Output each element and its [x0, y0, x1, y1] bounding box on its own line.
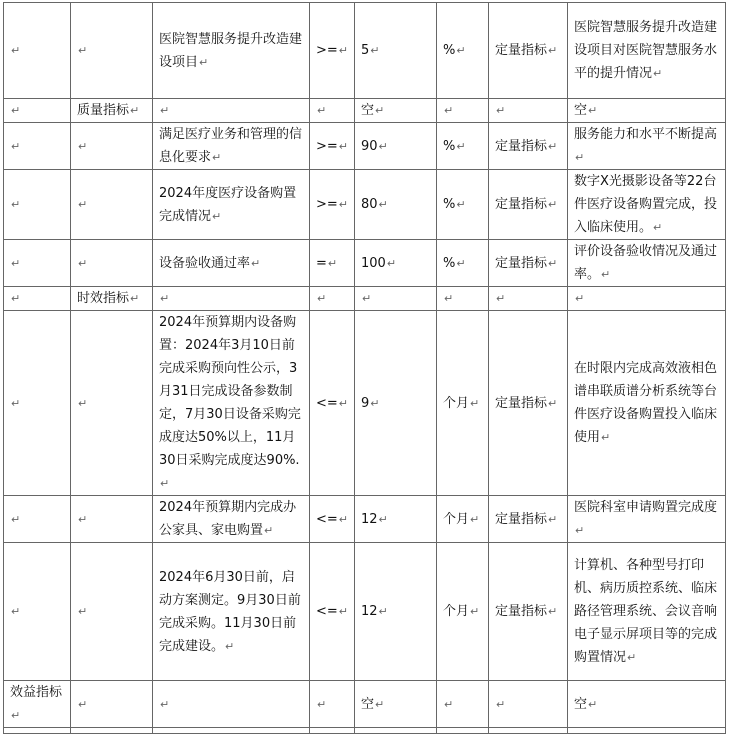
cell-text: 服务能力和水平不断提高	[574, 127, 718, 142]
cell-text: 空	[361, 103, 375, 118]
table-row	[4, 287, 726, 311]
paragraph-mark-icon: ↵	[470, 396, 480, 410]
cell-text: 12	[361, 604, 378, 619]
description-cell	[568, 3, 726, 99]
level2-cell	[71, 496, 153, 543]
cell-text: =	[316, 255, 327, 271]
paragraph-mark-icon: ↵	[11, 709, 21, 722]
paragraph-mark-icon: ↵	[11, 256, 21, 270]
paragraph-mark-icon: ↵	[456, 44, 466, 57]
paragraph-mark-icon: ↵	[362, 292, 372, 305]
paragraph-mark-icon: ↵	[444, 697, 454, 711]
cell-text: 100	[361, 255, 386, 271]
indicator-name-cell	[153, 728, 310, 734]
paragraph-mark-icon: ↵	[11, 104, 21, 117]
table-row	[4, 311, 726, 496]
indicator-type-cell	[489, 311, 568, 496]
target-value-cell	[355, 240, 437, 287]
paragraph-mark-icon: ↵	[338, 605, 349, 618]
indicator-type-cell	[489, 496, 568, 543]
cell-text: %	[443, 255, 456, 271]
unit-cell	[437, 543, 489, 681]
description-cell	[568, 123, 726, 170]
paragraph-mark-icon: ↵	[548, 605, 558, 618]
paragraph-mark-icon: ↵	[548, 256, 558, 270]
paragraph-mark-icon: ↵	[78, 256, 88, 270]
unit-cell	[437, 311, 489, 496]
cell-text: 定量指标	[495, 511, 548, 527]
target-value-cell	[355, 170, 437, 240]
level1-cell	[4, 728, 71, 734]
paragraph-mark-icon: ↵	[548, 139, 558, 153]
indicator-name-cell	[153, 543, 310, 681]
indicator-name-cell	[153, 123, 310, 170]
cell-text: 2024年度医疗设备购置完成情况	[159, 185, 297, 224]
cell-text: 定量指标	[495, 138, 548, 154]
cell-text: 质量指标	[77, 103, 130, 118]
indicator-type-cell	[489, 681, 568, 728]
target-value-cell	[355, 728, 437, 734]
operator-cell	[310, 240, 355, 287]
cell-text: <=	[316, 604, 338, 619]
operator-cell	[310, 496, 355, 543]
unit-cell	[437, 123, 489, 170]
indicator-name-cell	[153, 99, 310, 123]
paragraph-mark-icon: ↵	[338, 44, 349, 57]
unit-cell	[437, 99, 489, 123]
operator-cell	[310, 3, 355, 99]
operator-cell	[310, 681, 355, 728]
cell-text: 医院智慧服务提升改造建设项目对医院智慧服务水平的提升情况	[574, 20, 718, 81]
level1-cell	[4, 287, 71, 311]
paragraph-mark-icon: ↵	[456, 139, 466, 153]
cell-text: 定量指标	[495, 604, 548, 619]
cell-text: 90	[361, 138, 378, 154]
paragraph-mark-icon: ↵	[11, 396, 21, 410]
cell-text: 2024年预算期内完成办公家具、家电购置	[159, 500, 297, 538]
paragraph-mark-icon: ↵	[378, 605, 388, 618]
unit-cell	[437, 728, 489, 734]
paragraph-mark-icon: ↵	[548, 512, 558, 526]
paragraph-mark-icon: ↵	[251, 256, 261, 270]
paragraph-mark-icon: ↵	[338, 512, 349, 526]
cell-text: 医院科室申请购置完成度	[574, 500, 718, 515]
unit-cell	[437, 3, 489, 99]
description-cell	[568, 287, 726, 311]
level2-cell	[71, 311, 153, 496]
target-value-cell	[355, 3, 437, 99]
paragraph-mark-icon: ↵	[496, 292, 506, 305]
cell-text: 12	[361, 511, 378, 527]
indicator-type-cell	[489, 170, 568, 240]
cell-text: 个月	[443, 511, 470, 527]
indicator-type-cell	[489, 287, 568, 311]
paragraph-mark-icon: ↵	[264, 524, 274, 537]
operator-cell	[310, 311, 355, 496]
paragraph-mark-icon: ↵	[160, 292, 170, 305]
paragraph-mark-icon: ↵	[444, 292, 454, 305]
paragraph-mark-icon: ↵	[78, 44, 88, 57]
paragraph-mark-icon: ↵	[456, 198, 466, 211]
paragraph-mark-icon: ↵	[212, 151, 222, 164]
cell-text: 评价设备验收情况及通过率。	[574, 244, 718, 282]
paragraph-mark-icon: ↵	[160, 104, 170, 117]
level2-cell	[71, 3, 153, 99]
cell-text: <=	[316, 511, 338, 527]
paragraph-mark-icon: ↵	[11, 198, 21, 211]
paragraph-mark-icon: ↵	[78, 198, 88, 211]
paragraph-mark-icon: ↵	[11, 292, 21, 305]
paragraph-mark-icon: ↵	[338, 198, 349, 211]
paragraph-mark-icon: ↵	[370, 44, 380, 57]
indicator-type-cell	[489, 3, 568, 99]
cell-text: 设备验收通过率	[159, 255, 251, 271]
cell-text: 空	[574, 696, 588, 712]
paragraph-mark-icon: ↵	[548, 198, 558, 211]
paragraph-mark-icon: ↵	[338, 139, 349, 153]
cell-text: 个月	[443, 395, 470, 411]
cell-text: %	[443, 197, 456, 212]
paragraph-mark-icon: ↵	[11, 605, 21, 618]
operator-cell	[310, 123, 355, 170]
level1-cell	[4, 123, 71, 170]
indicator-name-cell	[153, 311, 310, 496]
level2-cell	[71, 681, 153, 728]
cell-text: 时效指标	[77, 291, 130, 306]
target-value-cell	[355, 543, 437, 681]
indicator-name-cell	[153, 170, 310, 240]
table-row	[4, 3, 726, 99]
cell-text: 2024年6月30日前，启动方案测定。9月30日前完成采购。11月30日前完成建设。	[159, 569, 301, 654]
operator-cell	[310, 728, 355, 734]
level1-cell	[4, 170, 71, 240]
paragraph-mark-icon: ↵	[375, 104, 385, 117]
paragraph-mark-icon: ↵	[212, 209, 222, 223]
paragraph-mark-icon: ↵	[378, 512, 388, 526]
operator-cell	[310, 170, 355, 240]
paragraph-mark-icon: ↵	[327, 256, 338, 270]
operator-cell	[310, 543, 355, 681]
paragraph-mark-icon: ↵	[653, 221, 663, 234]
indicator-name-cell	[153, 681, 310, 728]
unit-cell	[437, 681, 489, 728]
level2-cell	[71, 99, 153, 123]
operator-cell	[310, 99, 355, 123]
paragraph-mark-icon: ↵	[456, 256, 466, 270]
table-row	[4, 99, 726, 123]
unit-cell	[437, 287, 489, 311]
paragraph-mark-icon: ↵	[130, 104, 140, 117]
target-value-cell	[355, 287, 437, 311]
table-row	[4, 170, 726, 240]
paragraph-mark-icon: ↵	[444, 104, 454, 117]
cell-text: 数字X光摄影设备等22台件医疗设备购置完成，投入临床使用。	[574, 174, 718, 235]
paragraph-mark-icon: ↵	[78, 396, 88, 410]
level2-cell	[71, 728, 153, 734]
paragraph-mark-icon: ↵	[11, 512, 21, 526]
description-cell	[568, 728, 726, 734]
paragraph-mark-icon: ↵	[78, 605, 88, 618]
cell-text: 5	[361, 43, 370, 58]
operator-cell	[310, 287, 355, 311]
cell-text: 空	[361, 696, 375, 712]
paragraph-mark-icon: ↵	[78, 697, 88, 711]
paragraph-mark-icon: ↵	[317, 697, 327, 711]
paragraph-mark-icon: ↵	[370, 396, 380, 410]
paragraph-mark-icon: ↵	[601, 431, 611, 444]
paragraph-mark-icon: ↵	[548, 396, 558, 410]
level2-cell	[71, 287, 153, 311]
indicator-type-cell	[489, 728, 568, 734]
table-row	[4, 123, 726, 170]
indicator-type-cell	[489, 240, 568, 287]
description-cell	[568, 543, 726, 681]
cell-text: >=	[316, 43, 338, 58]
unit-cell	[437, 496, 489, 543]
paragraph-mark-icon: ↵	[470, 512, 480, 526]
cell-text: 2024年预算期内设备购置：2024年3月10日前完成采购预向性公示，3月31日完成设备参数制定，7月30日设备采购完成度达50%以上，11月30日采购完成度达90%.	[159, 315, 301, 468]
paragraph-mark-icon: ↵	[317, 292, 327, 305]
indicator-name-cell	[153, 496, 310, 543]
cell-text: 定量指标	[495, 197, 548, 212]
paragraph-mark-icon: ↵	[78, 512, 88, 526]
cell-text: %	[443, 43, 456, 58]
level2-cell	[71, 123, 153, 170]
paragraph-mark-icon: ↵	[317, 104, 327, 117]
cell-text: 定量指标	[495, 43, 548, 58]
cell-text: 空	[574, 103, 588, 118]
cell-text: 个月	[443, 604, 470, 619]
indicator-name-cell	[153, 287, 310, 311]
cell-text: <=	[316, 395, 338, 411]
paragraph-mark-icon: ↵	[11, 139, 21, 153]
cell-text: 计算机、各种型号打印机、病历质控系统、临床路径管理系统、会议音响电子显示屏项目等的完成购置情况	[574, 558, 718, 665]
description-cell	[568, 681, 726, 728]
indicator-type-cell	[489, 543, 568, 681]
level1-cell	[4, 99, 71, 123]
description-cell	[568, 496, 726, 543]
paragraph-mark-icon: ↵	[588, 697, 598, 711]
paragraph-mark-icon: ↵	[470, 605, 480, 618]
indicator-type-cell	[489, 99, 568, 123]
description-cell	[568, 99, 726, 123]
target-value-cell	[355, 681, 437, 728]
level2-cell	[71, 170, 153, 240]
paragraph-mark-icon: ↵	[575, 292, 585, 305]
paragraph-mark-icon: ↵	[160, 477, 170, 490]
paragraph-mark-icon: ↵	[130, 292, 140, 305]
table-row	[4, 728, 726, 734]
table-body	[4, 3, 726, 734]
paragraph-mark-icon: ↵	[11, 44, 21, 57]
indicator-type-cell	[489, 123, 568, 170]
level2-cell	[71, 240, 153, 287]
cell-text: 定量指标	[495, 395, 548, 411]
paragraph-mark-icon: ↵	[575, 151, 585, 164]
cell-text: >=	[316, 138, 338, 154]
target-value-cell	[355, 123, 437, 170]
cell-text: %	[443, 138, 456, 154]
paragraph-mark-icon: ↵	[548, 44, 558, 57]
paragraph-mark-icon: ↵	[386, 256, 397, 270]
paragraph-mark-icon: ↵	[588, 104, 598, 117]
level1-cell	[4, 496, 71, 543]
paragraph-mark-icon: ↵	[378, 139, 388, 153]
description-cell	[568, 240, 726, 287]
level1-cell	[4, 543, 71, 681]
table-row	[4, 681, 726, 728]
level1-cell	[4, 240, 71, 287]
cell-text: 效益指标	[10, 685, 63, 700]
cell-text: 定量指标	[495, 255, 548, 271]
paragraph-mark-icon: ↵	[653, 67, 663, 80]
cell-text: 在时限内完成高效液相色谱串联质谱分析系统等台件医疗设备购置投入临床使用	[574, 361, 718, 445]
paragraph-mark-icon: ↵	[160, 697, 170, 711]
level1-cell	[4, 311, 71, 496]
indicator-name-cell	[153, 240, 310, 287]
target-value-cell	[355, 99, 437, 123]
paragraph-mark-icon: ↵	[601, 268, 611, 281]
table-row	[4, 496, 726, 543]
level1-cell	[4, 3, 71, 99]
paragraph-mark-icon: ↵	[627, 651, 637, 664]
level2-cell	[71, 543, 153, 681]
paragraph-mark-icon: ↵	[199, 55, 209, 69]
description-cell	[568, 311, 726, 496]
cell-text: 满足医疗业务和管理的信息化要求	[159, 127, 303, 165]
target-value-cell	[355, 311, 437, 496]
paragraph-mark-icon: ↵	[496, 697, 506, 711]
indicator-name-cell	[153, 3, 310, 99]
cell-text: 医院智慧服务提升改造建设项目	[159, 31, 303, 70]
paragraph-mark-icon: ↵	[575, 524, 585, 537]
cell-text: 9	[361, 395, 370, 411]
paragraph-mark-icon: ↵	[78, 139, 88, 153]
paragraph-mark-icon: ↵	[225, 639, 235, 653]
indicator-table	[3, 2, 726, 734]
description-cell	[568, 170, 726, 240]
level1-cell	[4, 681, 71, 728]
cell-text: 80	[361, 197, 378, 212]
target-value-cell	[355, 496, 437, 543]
paragraph-mark-icon: ↵	[496, 104, 506, 117]
table-row	[4, 240, 726, 287]
unit-cell	[437, 240, 489, 287]
paragraph-mark-icon: ↵	[375, 697, 385, 711]
table-row	[4, 543, 726, 681]
paragraph-mark-icon: ↵	[378, 198, 388, 211]
paragraph-mark-icon: ↵	[338, 396, 349, 410]
unit-cell	[437, 170, 489, 240]
cell-text: >=	[316, 197, 338, 212]
